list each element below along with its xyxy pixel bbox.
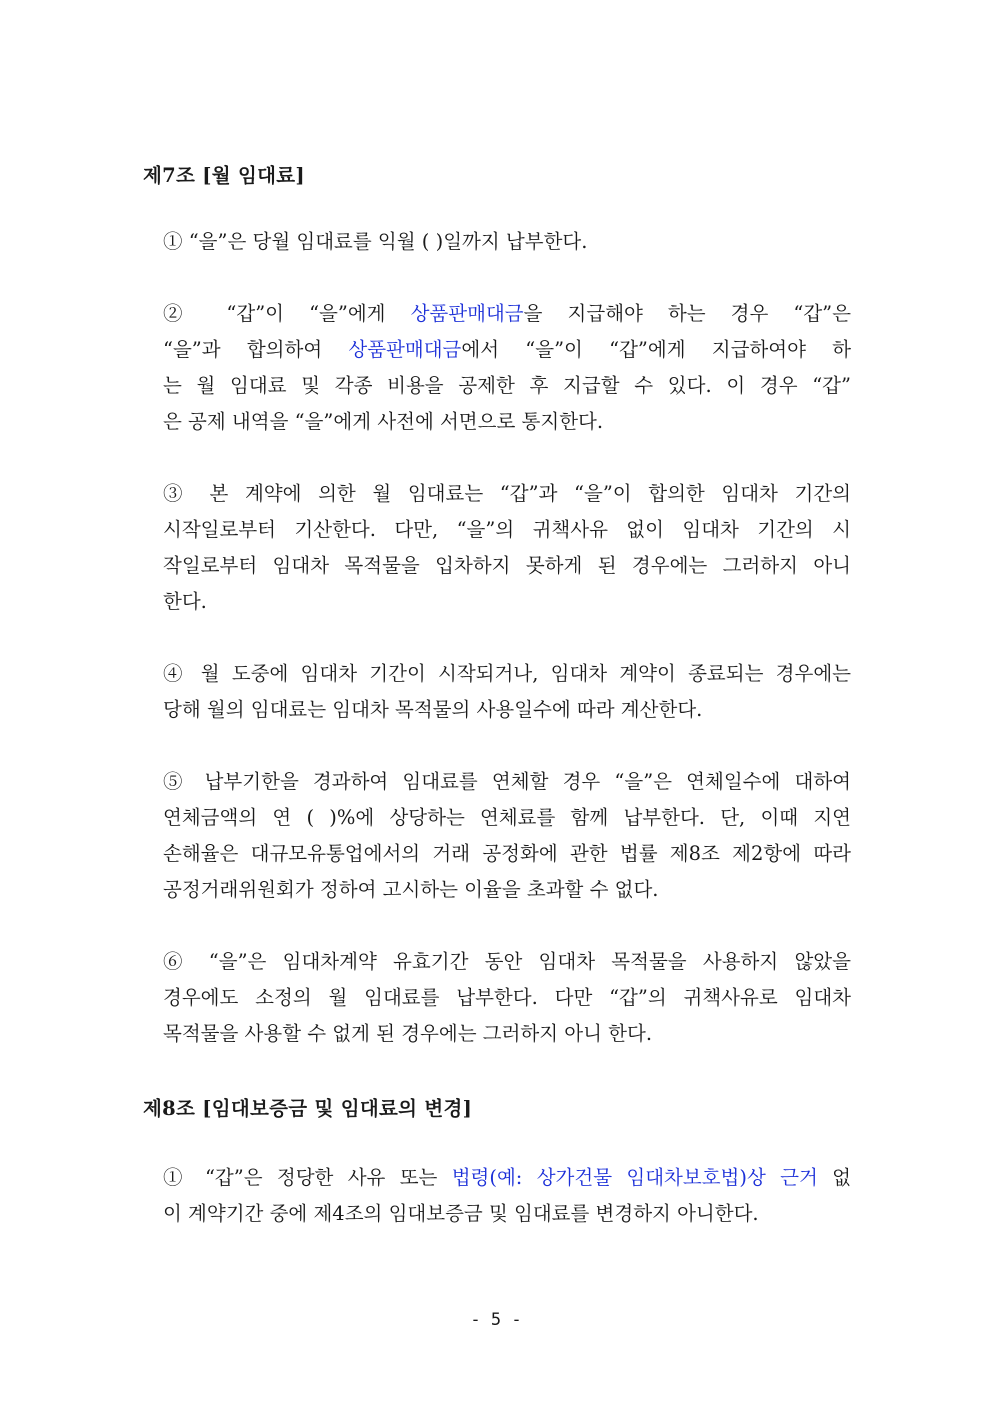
text: 을 지급해야 하는 경우 “갑”은: [523, 302, 851, 325]
article-7-paragraph-2-line-2: [163, 337, 851, 363]
text: “을”과 합의하여: [163, 338, 349, 361]
article-7-paragraph-3-line-1: ③ 본 계약에 의한 월 임대료는 “갑”과 “을”이 합의한 임대차 기간의: [163, 482, 851, 505]
text: ① “갑”은 정당한 사유 또는: [163, 1166, 452, 1189]
article-7-heading: 제7조 [월 임대료]: [143, 164, 305, 187]
article-7-paragraph-2-line-4: 은 공제 내역을 “을”에게 사전에 서면으로 통지한다.: [163, 410, 604, 433]
product-sales-amount-link[interactable]: 상품판매대금: [410, 302, 524, 325]
article-7-paragraph-1: ① “을”은 당월 임대료를 익월 ( )일까지 납부한다.: [163, 230, 588, 253]
article-7-paragraph-5-line-3: 손해율은 대규모유통업에서의 거래 공정화에 관한 법률 제8조 제2항에 따라: [163, 842, 851, 865]
article-7-paragraph-3-line-4: 한다.: [163, 590, 207, 613]
article-7-paragraph-6-line-2: 경우에도 소정의 월 임대료를 납부한다. 다만 “갑”의 귀책사유로 임대차: [163, 986, 851, 1009]
article-8-paragraph-1-line-1: [163, 1165, 851, 1191]
article-7-paragraph-2-line-1: [163, 301, 851, 327]
text: 없: [817, 1166, 851, 1189]
text: ② “갑”이 “을”에게: [163, 302, 411, 325]
article-7-paragraph-2-line-3: 는 월 임대료 및 각종 비용을 공제한 후 지급할 수 있다. 이 경우 “갑”: [163, 374, 851, 397]
article-7-paragraph-6-line-3: 목적물을 사용할 수 없게 된 경우에는 그러하지 아니 한다.: [163, 1022, 653, 1045]
article-8-heading: 제8조 [임대보증금 및 임대료의 변경]: [143, 1097, 473, 1120]
product-sales-amount-link[interactable]: 상품판매대금: [348, 338, 462, 361]
article-7-paragraph-5-line-4: 공정거래위원회가 정하여 고시하는 이율을 초과할 수 없다.: [163, 878, 659, 901]
article-8-paragraph-1-line-2: 이 계약기간 중에 제4조의 임대보증금 및 임대료를 변경하지 아니한다.: [163, 1202, 759, 1225]
article-7-paragraph-3-line-2: 시작일로부터 기산한다. 다만, “을”의 귀책사유 없이 임대차 기간의 시: [163, 518, 851, 541]
article-7-paragraph-3-line-3: 작일로부터 임대차 목적물을 입차하지 못하게 된 경우에는 그러하지 아니: [163, 554, 851, 577]
page-number: - 5 -: [470, 1310, 522, 1330]
article-7-paragraph-5-line-1: ⑤ 납부기한을 경과하여 임대료를 연체할 경우 “을”은 연체일수에 대하여: [163, 770, 851, 793]
article-7-paragraph-6-line-1: ⑥ “을”은 임대차계약 유효기간 동안 임대차 목적물을 사용하지 않았을: [163, 950, 851, 973]
text: 에서 “을”이 “갑”에게 지급하여야 하: [461, 338, 851, 361]
article-7-paragraph-5-line-2: 연체금액의 연 ( )%에 상당하는 연체료를 함께 납부한다. 단, 이때 지연: [163, 806, 851, 829]
article-7-paragraph-4-line-2: 당해 월의 임대료는 임대차 목적물의 사용일수에 따라 계산한다.: [163, 698, 703, 721]
article-7-paragraph-4-line-1: ④ 월 도중에 임대차 기간이 시작되거나, 임대차 계약이 종료되는 경우에는: [163, 662, 851, 685]
statute-reference-link[interactable]: 법령(예: 상가건물 임대차보호법)상 근거: [451, 1166, 818, 1189]
